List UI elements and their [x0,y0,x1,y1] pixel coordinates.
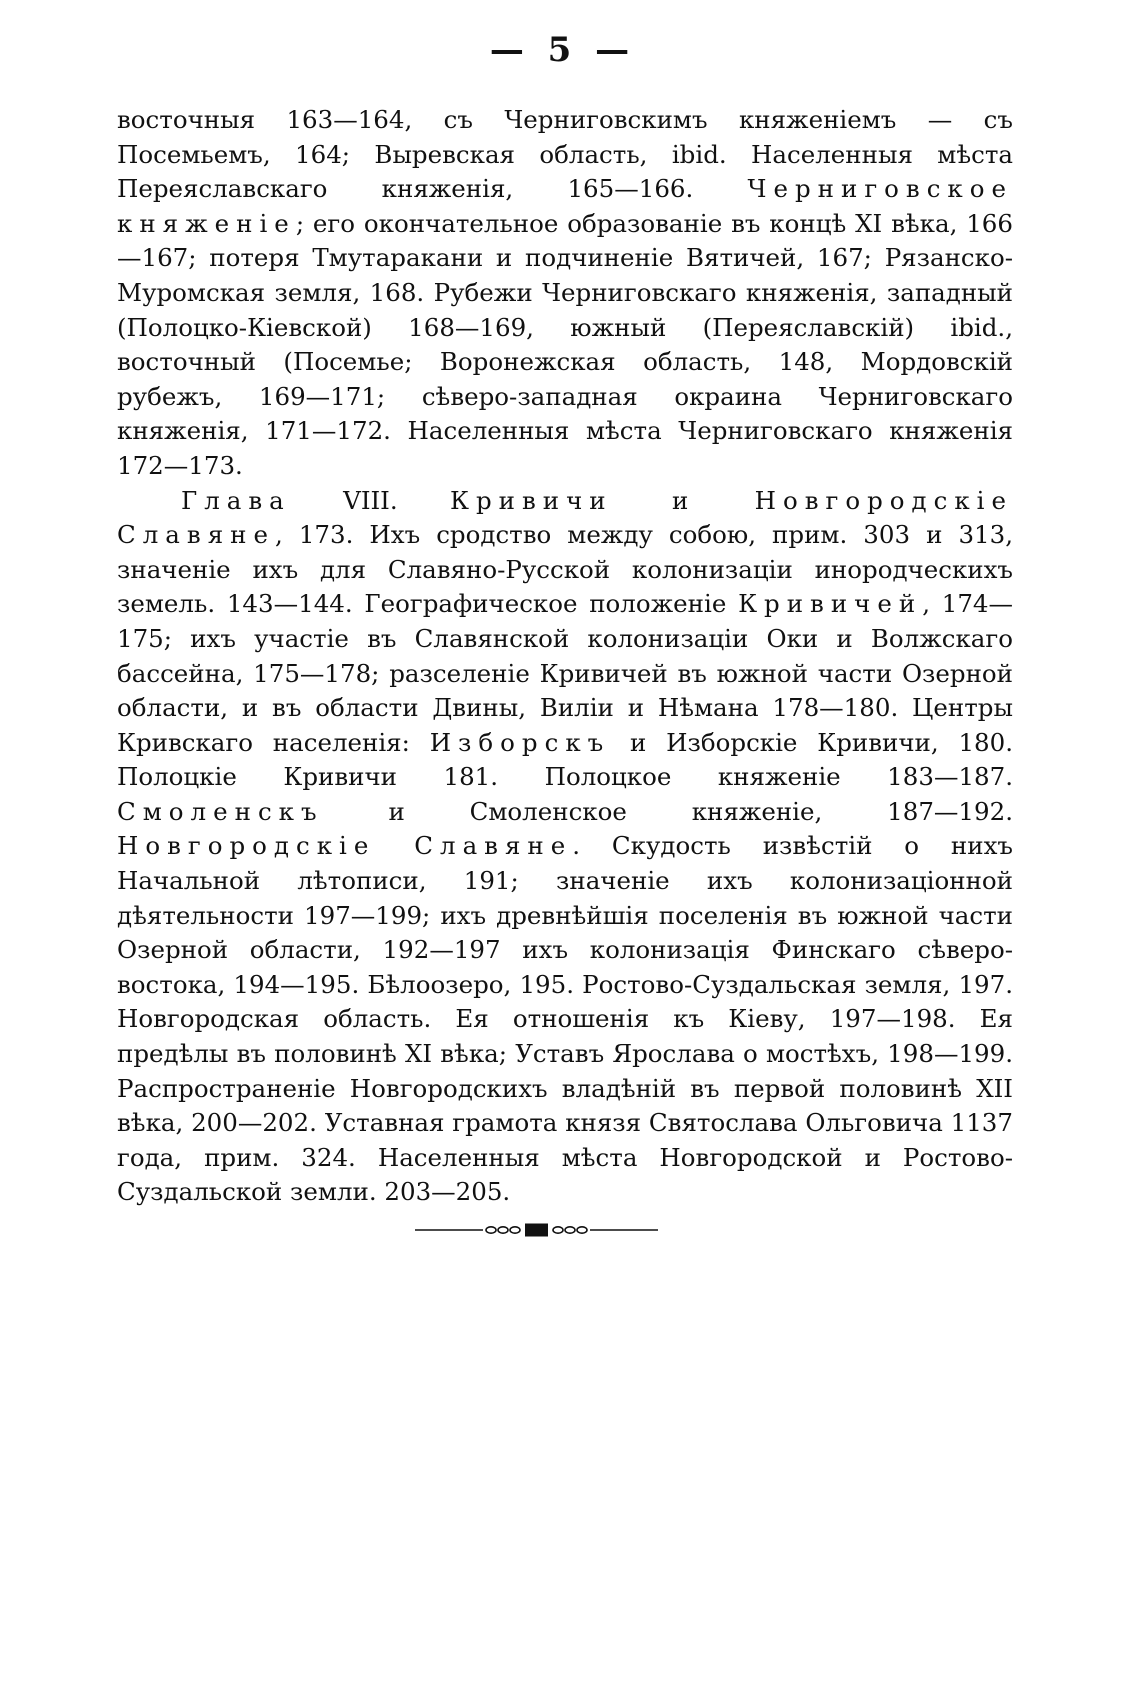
chapter-label: Глава [181,485,291,515]
chapter-title: Кривичи и Новгородскіе Славяне [117,485,1013,550]
text-segment: , 173. Ихъ сродство между собою, прим. 303 и 313, значеніе ихъ для Славяно-Русской колонизаціи инородческихъ земель. 143—144. Географическое положеніе [117,520,1013,619]
page-number: — 5 — [489,30,636,70]
paragraph-chernigov [117,103,1013,484]
text-segment: , 174—175; ихъ участіе въ Славянской колонизаціи Оки и Волжскаго бассейна, 175—178; разселеніе Кривичей въ южной части Озерной области, и въ области Двины, Виліи и Нѣмана 178—180. Центры Кривскаго населенія: [117,589,1013,757]
chapter-number: VIII. [290,485,450,515]
body-text [117,103,1013,1210]
text-segment: и Изборскіе Кривичи, 180. Полоцкіе Кривичи 181. Полоцкое княженіе 183—187. [117,727,1013,792]
spaced-heading: Смоленскъ [117,796,324,826]
text-segment: . Скудость извѣстій о нихъ Начальной лѣтописи, 191; значеніе ихъ колонизаціонной дѣятельности 197—199; ихъ древнѣйшія поселенія въ южной части Озерной области, 192—197 ихъ колонизація Финскаго сѣверо-востока, 194—195. Бѣлоозеро, 195. Ростово-Суздальская земля, 197. Новгородская область. Ея отношенія къ Кіеву, 197—198. Ея предѣлы въ половинѣ XI вѣка; Уставъ Ярослава о мостѣхъ, 198—199. Распространеніе Новгородскихъ владѣній въ первой половинѣ XII вѣка, 200—202. Уставная грамота князя Святослава Ольговича 1137 года, прим. 324. Населенныя мѣста Новгородской и Ростово-Суздальской земли. 203—205. [117,831,1013,1207]
text-segment: и Смоленское княженіе, 187—192. [323,796,1013,826]
spaced-heading: Новгородскіе Славяне [117,831,573,861]
spaced-heading: Кривичей [738,589,923,619]
spaced-heading: Черниговское княженіе [117,174,1013,238]
text-segment: ; его окончательное образованіе въ концѣ XI вѣка, 166—167; потеря Тмутаракани и подчиненіе Вятичей, 167; Рязанско-Муромская земля, 168. Рубежи Черниговскаго княженія, западный (Полоцко-Кіевской) 168—169, южный (Переяславскій) ibid., восточный (Посемье; Воронежская область, 148, Мордовскій рубежъ, 169—171; сѣверо-западная окраина Черниговскаго княженія, 171—172. Населенныя мѣста Черниговскаго княженія 172—173. [117,208,1013,480]
text-segment: восточныя 163—164, съ Черниговскимъ княженіемъ — съ Посемьемъ, 164; Выревская область, ibid. Населенныя мѣста Переяславскаго княженія, 165—166. [117,105,1013,204]
spaced-heading: Изборскъ [429,727,611,757]
paragraph-chapter-8 [117,484,1013,1210]
tailpiece-ornament-icon [415,1222,658,1238]
